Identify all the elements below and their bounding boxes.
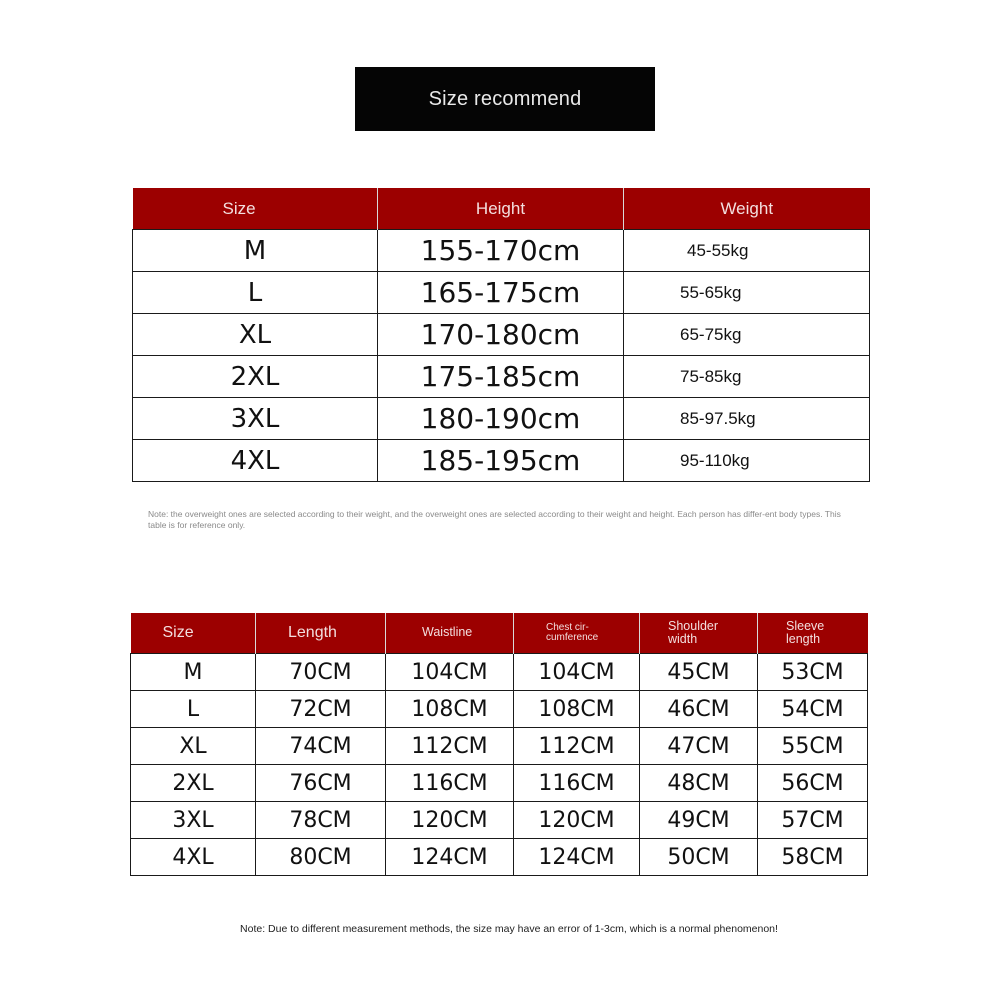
reference-note: Note: the overweight ones are selected according to their weight, and the overweight ones are selected according to their weight and height. Each person has differ-ent body types. This table is for reference only.	[148, 509, 841, 530]
waistline-cell: 116CM	[386, 765, 514, 802]
height-cell: 175-185cm	[378, 356, 624, 398]
sleeve-cell: 53CM	[758, 654, 868, 691]
weight-cell: 45-55kg	[624, 230, 870, 272]
height-cell: 170-180cm	[378, 314, 624, 356]
weight-cell: 55-65kg	[624, 272, 870, 314]
weight-cell: 95-110kg	[624, 440, 870, 482]
chest-cell: 108CM	[514, 691, 640, 728]
shoulder-cell: 48CM	[640, 765, 758, 802]
length-cell: 76CM	[256, 765, 386, 802]
table-row	[131, 765, 868, 802]
waistline-cell: 124CM	[386, 839, 514, 876]
garment-measurement-table	[130, 613, 868, 876]
waistline-cell: 120CM	[386, 802, 514, 839]
table-row	[131, 839, 868, 876]
table-row	[133, 272, 870, 314]
header-shoulder-width: Shoulder width	[640, 613, 758, 654]
size-cell: L	[131, 691, 256, 728]
height-cell: 180-190cm	[378, 398, 624, 440]
page-title: Size recommend	[355, 67, 655, 131]
header-chest-circumference: Chest cir-cumference	[514, 613, 640, 654]
size-cell: 2XL	[133, 356, 378, 398]
table-row	[133, 314, 870, 356]
chest-cell: 120CM	[514, 802, 640, 839]
sleeve-cell: 55CM	[758, 728, 868, 765]
size-cell: XL	[131, 728, 256, 765]
weight-cell: 65-75kg	[624, 314, 870, 356]
sleeve-cell: 56CM	[758, 765, 868, 802]
shoulder-cell: 47CM	[640, 728, 758, 765]
length-cell: 72CM	[256, 691, 386, 728]
size-cell: L	[133, 272, 378, 314]
table-row	[131, 691, 868, 728]
size-cell: 3XL	[131, 802, 256, 839]
length-cell: 80CM	[256, 839, 386, 876]
chest-cell: 116CM	[514, 765, 640, 802]
size-cell: XL	[133, 314, 378, 356]
table-row	[133, 398, 870, 440]
length-cell: 78CM	[256, 802, 386, 839]
header-weight: Weight	[624, 188, 870, 230]
chest-cell: 124CM	[514, 839, 640, 876]
table-header-row	[131, 613, 868, 654]
header-length: Length	[256, 613, 386, 654]
waistline-cell: 112CM	[386, 728, 514, 765]
chest-cell: 104CM	[514, 654, 640, 691]
chest-cell: 112CM	[514, 728, 640, 765]
sleeve-cell: 57CM	[758, 802, 868, 839]
table-header-row	[133, 188, 870, 230]
header-waistline: Waistline	[386, 613, 514, 654]
table-row	[131, 802, 868, 839]
height-cell: 185-195cm	[378, 440, 624, 482]
height-cell: 155-170cm	[378, 230, 624, 272]
header-height: Height	[378, 188, 624, 230]
shoulder-cell: 46CM	[640, 691, 758, 728]
table-row	[133, 230, 870, 272]
shoulder-cell: 45CM	[640, 654, 758, 691]
waistline-cell: 108CM	[386, 691, 514, 728]
shoulder-cell: 49CM	[640, 802, 758, 839]
table-row	[133, 356, 870, 398]
sleeve-cell: 54CM	[758, 691, 868, 728]
shoulder-cell: 50CM	[640, 839, 758, 876]
size-cell: M	[133, 230, 378, 272]
header-size: Size	[131, 613, 256, 654]
sleeve-cell: 58CM	[758, 839, 868, 876]
table-row	[131, 654, 868, 691]
waistline-cell: 104CM	[386, 654, 514, 691]
height-cell: 165-175cm	[378, 272, 624, 314]
size-height-weight-table	[132, 188, 870, 482]
header-size: Size	[133, 188, 378, 230]
header-sleeve-length: Sleeve length	[758, 613, 868, 654]
size-cell: 3XL	[133, 398, 378, 440]
weight-cell: 85-97.5kg	[624, 398, 870, 440]
size-cell: M	[131, 654, 256, 691]
size-cell: 4XL	[131, 839, 256, 876]
size-cell: 2XL	[131, 765, 256, 802]
table-row	[131, 728, 868, 765]
table-row	[133, 440, 870, 482]
measurement-error-note: Note: Due to different measurement methods, the size may have an error of 1-3cm, which is a normal phenomenon!	[240, 923, 778, 935]
size-cell: 4XL	[133, 440, 378, 482]
weight-cell: 75-85kg	[624, 356, 870, 398]
length-cell: 74CM	[256, 728, 386, 765]
length-cell: 70CM	[256, 654, 386, 691]
